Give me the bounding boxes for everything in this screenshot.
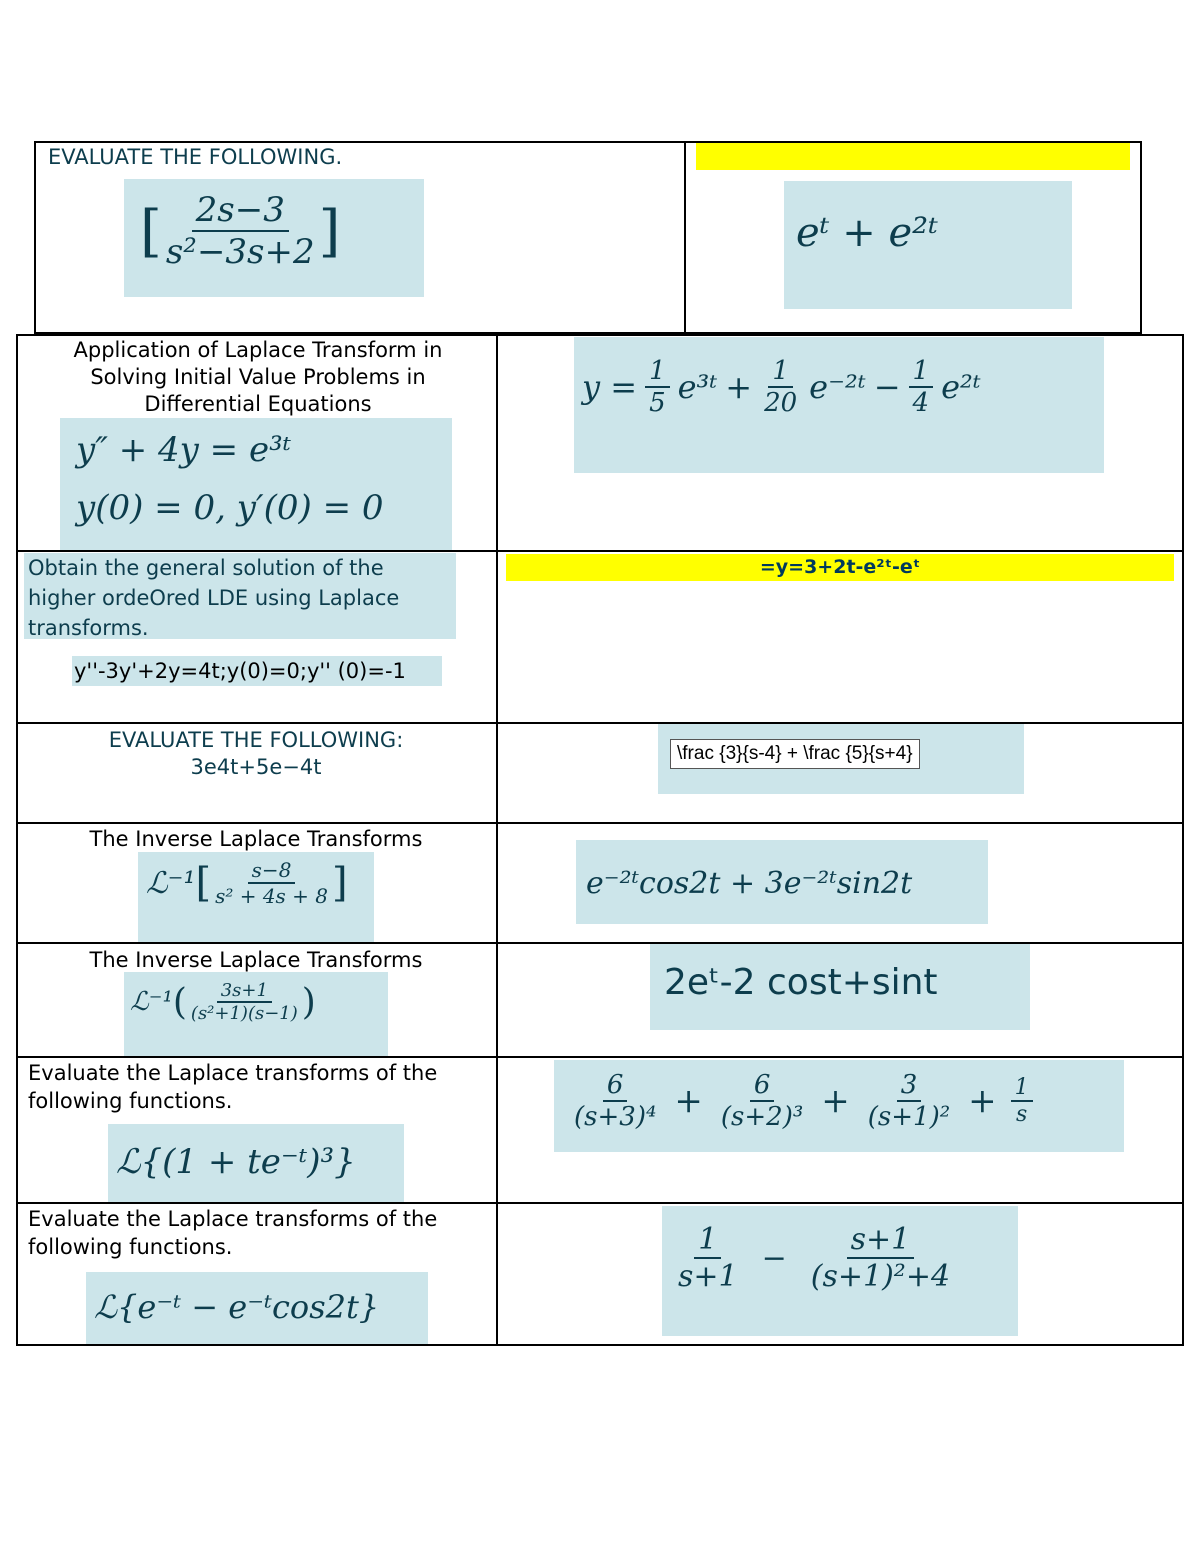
row5-answer: e⁻²ᵗcos2t + 3e⁻²ᵗsin2t xyxy=(586,866,913,901)
frac3-den: 4 xyxy=(912,388,930,418)
right-bracket: ] xyxy=(318,198,341,264)
row5-title: The Inverse Laplace Transforms xyxy=(89,827,423,851)
row5-num: s−8 xyxy=(248,858,296,884)
row-sep-5 xyxy=(16,1056,1184,1058)
plus-sign: + xyxy=(968,1081,997,1121)
frac1-den: 5 xyxy=(649,388,666,418)
frac-b-num: 6 xyxy=(750,1070,775,1102)
row8-expression: ℒ{e⁻ᵗ − e⁻ᵗcos2t} xyxy=(94,1288,380,1326)
row5-op: ℒ⁻¹ xyxy=(146,865,196,901)
plus-sign: + xyxy=(674,1081,703,1121)
row7-frac-d xyxy=(1011,1075,1033,1127)
frac-a-num: 1 xyxy=(694,1222,721,1259)
row5-den: s² + 4s + 8 xyxy=(215,884,329,908)
left-bracket: [ xyxy=(140,198,162,264)
row2-exp1: e³ᵗ xyxy=(677,368,718,406)
minus-sign: − xyxy=(873,368,901,406)
row-sep-6 xyxy=(16,1202,1184,1204)
frac-c-num: 3 xyxy=(897,1070,922,1102)
row1-fraction xyxy=(162,190,319,272)
row8-frac-a xyxy=(674,1222,742,1294)
frac-b-num: s+1 xyxy=(847,1222,915,1259)
row3-equation: y''-3y'+2y=4t;y(0)=0;y'' (0)=-1 xyxy=(74,659,406,683)
row6-den: (s²+1)(s−1) xyxy=(190,1003,298,1024)
row7-frac-b xyxy=(717,1070,807,1132)
row1-highlight-bar xyxy=(696,143,1130,170)
left-bracket: [ xyxy=(195,860,212,906)
frac-b-den: (s+1)²+4 xyxy=(810,1259,951,1294)
table2-mid-border xyxy=(496,334,498,1346)
frac3-num: 1 xyxy=(909,356,934,388)
table1-right-border xyxy=(1140,141,1142,334)
minus-sign: − xyxy=(761,1240,787,1276)
row1-answer: eᵗ + e²ᵗ xyxy=(796,210,939,256)
row2-frac2 xyxy=(760,356,801,418)
row6-title: The Inverse Laplace Transforms xyxy=(89,948,423,972)
row4-answer: \frac {3}{s-4} + \frac {5}{s+4} xyxy=(670,739,920,769)
row2-frac3 xyxy=(909,356,934,418)
frac-d-den: s xyxy=(1016,1102,1028,1127)
row2-frac1 xyxy=(645,356,670,418)
row7-frac-c xyxy=(864,1070,954,1132)
row3-answer: =y=3+2t-e²ᵗ-eᵗ xyxy=(759,556,921,578)
row2-exp2: e⁻²ᵗ xyxy=(809,368,866,406)
row8-answer xyxy=(674,1222,954,1294)
frac-a-den: s+1 xyxy=(678,1259,738,1294)
row8-instruction: Evaluate the Laplace transforms of the following functions. xyxy=(28,1207,438,1259)
row4-instruction: EVALUATE THE FOLLOWING: xyxy=(108,728,404,752)
frac1-num: 1 xyxy=(645,356,670,388)
table2-bottom-border xyxy=(16,1344,1184,1346)
row7-instruction: Evaluate the Laplace transforms of the following functions. xyxy=(28,1061,438,1113)
row6-answer: 2eᵗ-2 cost+sint xyxy=(664,962,938,1003)
table2-right-border xyxy=(1182,334,1184,1346)
table1-left-border xyxy=(34,141,36,334)
row2-eq2: y(0) = 0, y′(0) = 0 xyxy=(76,488,384,528)
frac-c-den: (s+1)² xyxy=(867,1102,951,1132)
row1-problem xyxy=(140,190,410,272)
row7-expression: ℒ{(1 + te⁻ᵗ)³} xyxy=(116,1142,356,1182)
row7-frac-a xyxy=(570,1070,660,1132)
row-sep-1 xyxy=(16,550,1184,552)
row2-answer xyxy=(582,356,981,418)
row6-op: ℒ⁻¹ xyxy=(130,987,173,1017)
right-bracket: ] xyxy=(332,860,348,906)
row8-frac-b xyxy=(807,1222,954,1294)
frac2-den: 20 xyxy=(764,388,798,418)
frac-b-den: (s+2)³ xyxy=(720,1102,804,1132)
row4-expression: 3e4t+5e−4t xyxy=(190,755,322,779)
frac2-num: 1 xyxy=(768,356,793,388)
row-sep-3 xyxy=(16,822,1184,824)
row2-eq1: y″ + 4y = e³ᵗ xyxy=(76,430,292,470)
right-paren: ) xyxy=(301,981,316,1023)
row3-instruction: Obtain the general solution of the higher ordeOred LDE using Laplace transforms. xyxy=(28,556,400,640)
table2-left-border xyxy=(16,334,18,1346)
row2-exp3: e²ᵗ xyxy=(941,368,981,406)
row1-denominator: s²−3s+2 xyxy=(165,232,315,272)
plus-sign: + xyxy=(725,368,753,406)
row5-fraction xyxy=(211,858,332,908)
table2-top-border xyxy=(16,334,1184,336)
row6-num: 3s+1 xyxy=(217,980,272,1003)
frac-a-den: (s+3)⁴ xyxy=(574,1102,657,1132)
row7-answer xyxy=(570,1070,1033,1132)
row2-answer-lhs: y = xyxy=(582,368,638,406)
table1-mid-border xyxy=(684,141,686,334)
row1-numerator: 2s−3 xyxy=(192,190,289,232)
row5-problem xyxy=(146,858,348,908)
frac-d-num: 1 xyxy=(1011,1075,1033,1102)
row1-instruction: EVALUATE THE FOLLOWING. xyxy=(48,145,343,169)
left-paren: ( xyxy=(172,981,187,1023)
row2-instruction: Application of Laplace Transform in Solving Initial Value Problems in Differential Equations xyxy=(73,338,443,416)
frac-a-num: 6 xyxy=(603,1070,628,1102)
row6-problem xyxy=(130,980,316,1024)
plus-sign: + xyxy=(821,1081,850,1121)
row6-fraction xyxy=(187,980,302,1024)
